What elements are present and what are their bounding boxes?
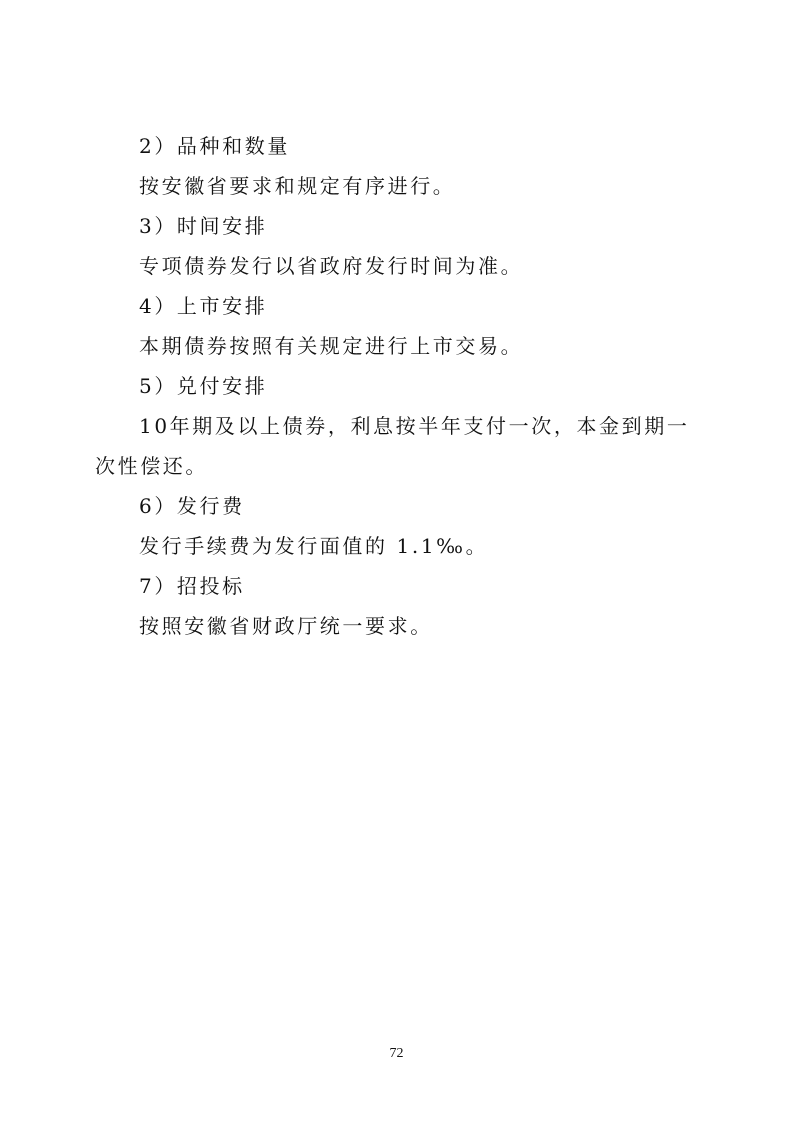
page-number: 72 bbox=[389, 1046, 404, 1061]
paragraph-redemption-arrangement: 10年期及以上债券，利息按半年支付一次，本金到期一次性偿还。 bbox=[95, 414, 690, 478]
paragraph-listing-arrangement: 本期债券按照有关规定进行上市交易。 bbox=[139, 334, 524, 358]
heading-bidding: 7）招投标 bbox=[139, 574, 245, 598]
heading-variety-quantity: 2）品种和数量 bbox=[139, 134, 290, 158]
paragraph-issuance-fee: 发行手续费为发行面值的 1.1‰。 bbox=[139, 534, 489, 558]
paragraph-bidding: 按照安徽省财政厅统一要求。 bbox=[139, 614, 433, 638]
heading-issuance-fee: 6）发行费 bbox=[139, 494, 245, 518]
heading-redemption-arrangement: 5）兑付安排 bbox=[139, 374, 268, 398]
paragraph-variety-quantity: 按安徽省要求和规定有序进行。 bbox=[139, 174, 456, 198]
document-body bbox=[95, 126, 705, 646]
heading-time-arrangement: 3）时间安排 bbox=[139, 214, 268, 238]
paragraph-time-arrangement: 专项债券发行以省政府发行时间为准。 bbox=[139, 254, 524, 278]
heading-listing-arrangement: 4）上市安排 bbox=[139, 294, 268, 318]
